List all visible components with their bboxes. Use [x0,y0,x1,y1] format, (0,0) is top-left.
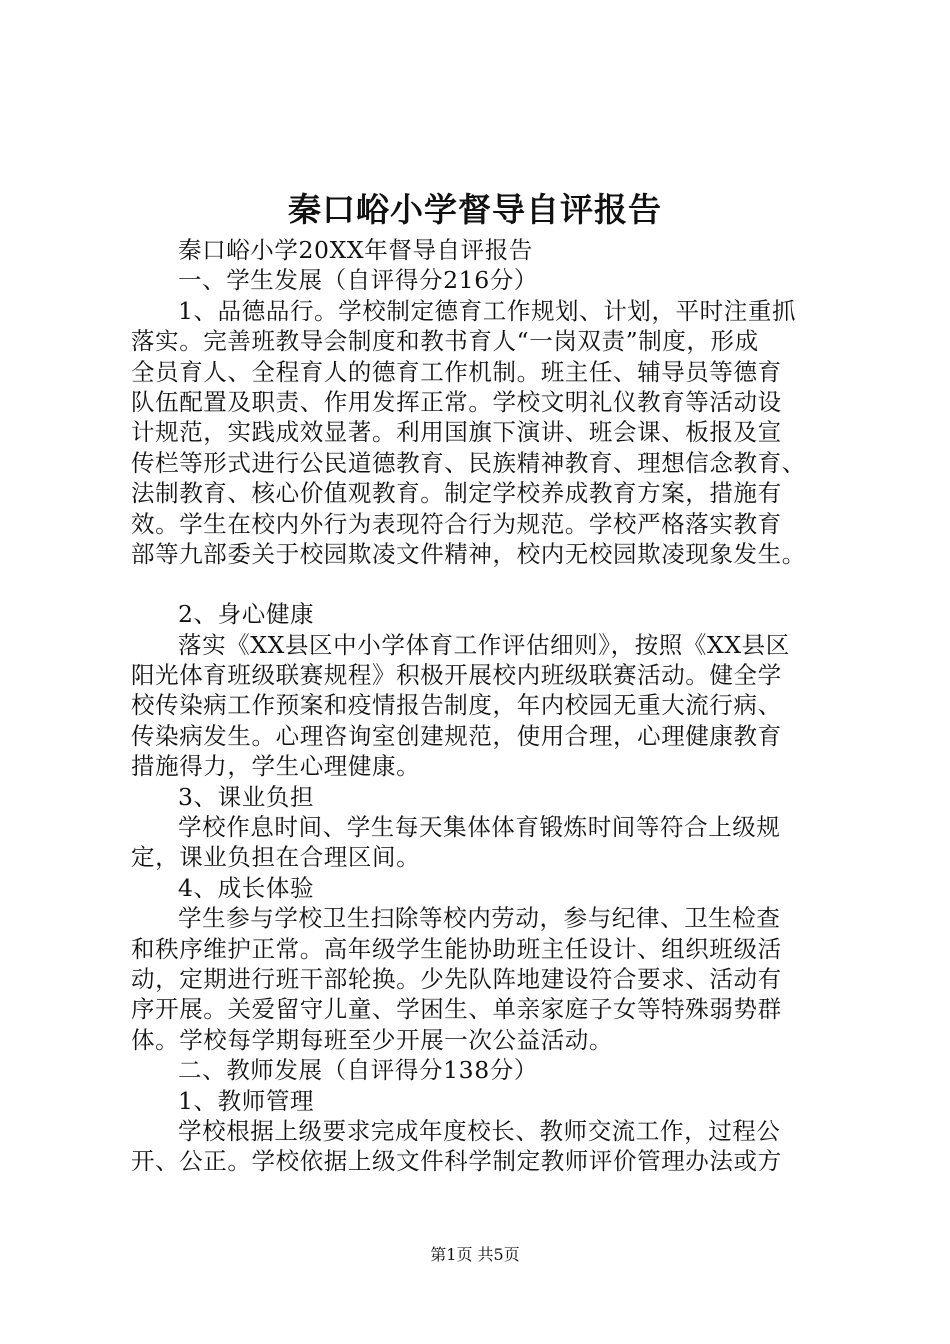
page-footer: 第1页 共5页 [430,1245,520,1264]
paragraph-line: 落实《XX县区中小学体育工作评估细则》，按照《XX县区 [178,630,790,659]
paragraph-line: 定，课业负担在合理区间。 [131,843,421,872]
paragraph-line: 部等九部委关于校园欺凌文件精神，校内无校园欺凌现象发生。 [131,539,806,568]
paragraph-line: 学生参与学校卫生扫除等校内劳动，参与纪律、卫生检查 [178,904,781,933]
paragraph-line: 学校根据上级要求完成年度校长、教师交流工作，过程公 [178,1116,781,1145]
paragraph-line: 动，定期进行班干部轮换。少先队阵地建设符合要求、活动有 [131,964,782,993]
paragraph-line: 学校作息时间、学生每天集体体育锻炼时间等符合上级规 [178,813,781,842]
paragraph-line: 传栏等形式进行公民道德教育、民族精神教育、理想信念教育、 [131,448,806,477]
document-title: 秦口峪小学督导自评报告 [288,190,662,229]
subsection-heading: 3、课业负担 [178,782,315,811]
paragraph-line: 队伍配置及职责、作用发挥正常。学校文明礼仪教育等活动设 [131,387,782,416]
paragraph-line: 阳光体育班级联赛规程》积极开展校内班级联赛活动。健全学 [131,661,782,690]
document-body [131,235,831,1177]
paragraph-line: 开、公正。学校依据上级文件科学制定教师评价管理办法或方 [131,1147,782,1176]
subsection-heading: 4、成长体验 [178,873,315,902]
paragraph-line: 效。学生在校内外行为表现符合行为规范。学校严格落实教育 [131,509,782,538]
paragraph-line: 法制教育、核心价值观教育。制定学校养成教育方案，措施有 [131,479,782,508]
paragraph-line: 落实。完善班教导会制度和教书育人“一岗双责”制度，形成 [131,327,759,356]
subsection-heading: 2、身心健康 [178,600,315,629]
paragraph-line: 校传染病工作预案和疫情报告制度，年内校园无重大流行病、 [131,691,782,720]
paragraph-line: 和秩序维护正常。高年级学生能协助班主任设计、组织班级活 [131,934,782,963]
subsection-heading: 1、教师管理 [178,1086,315,1115]
paragraph-line: 传染病发生。心理咨询室创建规范，使用合理，心理健康教育 [131,721,782,750]
section-heading: 一、学生发展（自评得分216分） [178,266,538,295]
paragraph-line: 1、品德品行。学校制定德育工作规划、计划，平时注重抓 [178,296,797,325]
paragraph-line: 全员育人、全程育人的德育工作机制。班主任、辅导员等德育 [131,357,782,386]
section-heading: 二、教师发展（自评得分138分） [178,1056,538,1085]
paragraph-line: 计规范，实践成效显著。利用国旗下演讲、班会课、板报及宣 [131,418,782,447]
paragraph-gap [131,569,831,599]
report-subtitle: 秦口峪小学20XX年督导自评报告 [178,236,533,264]
paragraph-line: 序开展。关爱留守儿童、学困生、单亲家庭子女等特殊弱势群 [131,995,782,1024]
paragraph-line: 体。学校每学期每班至少开展一次公益活动。 [131,1025,613,1054]
paragraph-line: 措施得力，学生心理健康。 [131,752,421,781]
